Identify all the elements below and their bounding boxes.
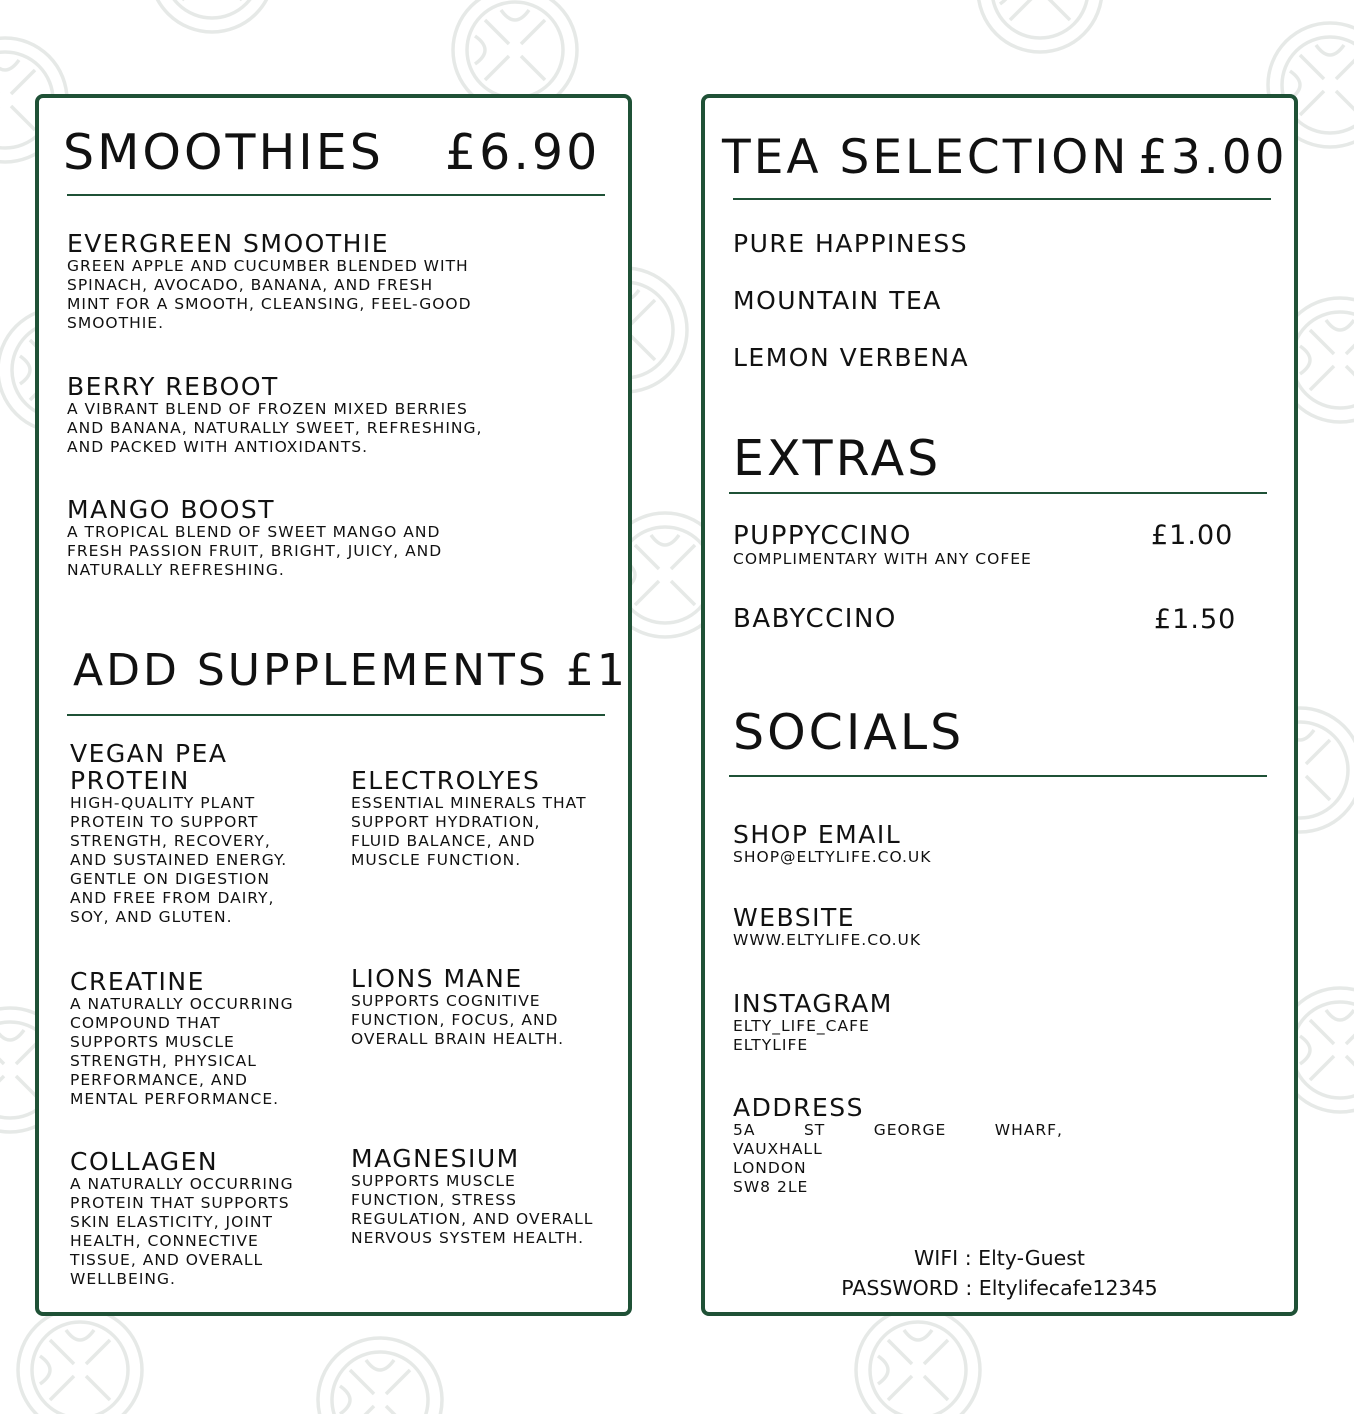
supplement-item [351, 767, 621, 870]
item-name: LIONS MANE [351, 964, 523, 993]
smoothies-panel [35, 94, 632, 1316]
item-name: MANGO BOOST [67, 495, 276, 524]
item-description: GREEN APPLE AND CUCUMBER BLENDED WITH SPINACH, AVOCADO, BANANA, AND FRESH MINT FOR A SMOOTH, CLEANSING, FEEL-GOOD SMOOTHIE. [67, 257, 472, 332]
website-link[interactable]: WWW.ELTYLIFE.CO.UK [733, 931, 922, 949]
divider [67, 194, 605, 196]
item-description: A NATURALLY OCCURRING PROTEIN THAT SUPPORTS SKIN ELASTICITY, JOINT HEALTH, CONNECTIVE TISSUE, AND OVERALL WELLBEING. [70, 1175, 294, 1288]
item-description: A TROPICAL BLEND OF SWEET MANGO AND FRESH PASSION FRUIT, BRIGHT, JUICY, AND NATURALLY REFRESHING. [67, 523, 443, 579]
item-description: A NATURALLY OCCURRING COMPOUND THAT SUPPORTS MUSCLE STRENGTH, PHYSICAL PERFORMANCE, AND MENTAL PERFORMANCE. [70, 995, 294, 1108]
divider [733, 198, 1271, 200]
item-name: MAGNESIUM [351, 1144, 520, 1173]
menu-item [67, 373, 482, 457]
tea-title: TEA SELECTION [722, 130, 1130, 185]
item-description: SUPPORTS COGNITIVE FUNCTION, FOCUS, AND OVERALL BRAIN HEALTH. [351, 992, 565, 1048]
menu-item [67, 230, 472, 333]
instagram-handle[interactable]: ELTY_LIFE_CAFE [733, 1017, 870, 1035]
supplement-item [70, 968, 340, 1109]
item-name: BERRY REBOOT [67, 372, 279, 401]
item-description: HIGH-QUALITY PLANT PROTEIN TO SUPPORT STRENGTH, RECOVERY, AND SUSTAINED ENERGY. GENTLE ON DIGESTION AND FREE FROM DAIRY, SOY, AND GLUTEN. [70, 794, 288, 926]
item-description: COMPLIMENTARY WITH ANY COFEE [733, 550, 1032, 568]
social-entry-instagram [733, 990, 893, 1055]
item-name: CREATINE [70, 967, 205, 996]
extras-title: EXTRAS [733, 430, 942, 487]
supplement-item [351, 1145, 626, 1248]
tea-item: PURE HAPPINESS [733, 229, 969, 258]
divider [729, 492, 1267, 494]
supplements-title: ADD SUPPLEMENTS £1 [73, 645, 628, 696]
social-label: WEBSITE [733, 903, 856, 932]
item-description: A VIBRANT BLEND OF FROZEN MIXED BERRIES AND BANANA, NATURALLY SWEET, REFRESHING, AND PACKED WITH ANTIOXIDANTS. [67, 400, 483, 456]
extras-item: BABYCCINO [733, 604, 897, 634]
smoothies-price: £6.90 [445, 124, 601, 181]
item-name: COLLAGEN [70, 1147, 219, 1176]
cafe-logo-icon [856, 1308, 980, 1414]
item-name: ELECTROLYES [351, 766, 541, 795]
social-entry-email [733, 821, 931, 867]
cafe-logo-icon [150, 0, 274, 32]
wifi-password: PASSWORD : Eltylifecafe12345 [841, 1276, 1158, 1300]
cafe-logo-icon [978, 0, 1102, 52]
cafe-logo-icon [318, 1338, 442, 1414]
supplement-item [70, 740, 330, 927]
item-description: ESSENTIAL MINERALS THAT SUPPORT HYDRATION, FLUID BALANCE, AND MUSCLE FUNCTION. [351, 794, 587, 869]
extras-price: £1.50 [1154, 604, 1237, 635]
socials-title: SOCIALS [733, 704, 965, 761]
extras-item [733, 523, 1032, 569]
item-name: VEGAN PEA PROTEIN [70, 739, 228, 795]
smoothies-title: SMOOTHIES [63, 124, 384, 181]
item-name: EVERGREEN SMOOTHIE [67, 229, 390, 258]
social-label: SHOP EMAIL [733, 820, 902, 849]
supplement-item [70, 1148, 340, 1289]
wifi-info [705, 1243, 1294, 1303]
menu-item [67, 496, 442, 580]
social-entry-website [733, 904, 921, 950]
item-name: PUPPYCCINO [733, 521, 912, 551]
divider [729, 775, 1267, 777]
tea-price: £3.00 [1138, 130, 1288, 185]
social-entry-address [733, 1094, 1063, 1197]
address-text: 5A ST GEORGE WHARF, VAUXHALL LONDON SW8 2LE [733, 1121, 1063, 1196]
cafe-logo-icon [18, 1308, 142, 1414]
tea-item: LEMON VERBENA [733, 343, 970, 372]
supplement-item [351, 965, 621, 1049]
divider [67, 714, 605, 716]
item-description: SUPPORTS MUSCLE FUNCTION, STRESS REGULATION, AND OVERALL NERVOUS SYSTEM HEALTH. [351, 1172, 594, 1247]
email-link[interactable]: SHOP@ELTYLIFE.CO.UK [733, 848, 932, 866]
extras-price: £1.00 [1151, 520, 1234, 551]
tea-extras-socials-panel [701, 94, 1298, 1316]
social-label: INSTAGRAM [733, 989, 893, 1018]
instagram-handle[interactable]: ELTYLIFE [733, 1036, 809, 1054]
wifi-network: WIFI : Elty-Guest [914, 1246, 1085, 1270]
tea-item: MOUNTAIN TEA [733, 286, 942, 315]
social-label: ADDRESS [733, 1093, 865, 1122]
